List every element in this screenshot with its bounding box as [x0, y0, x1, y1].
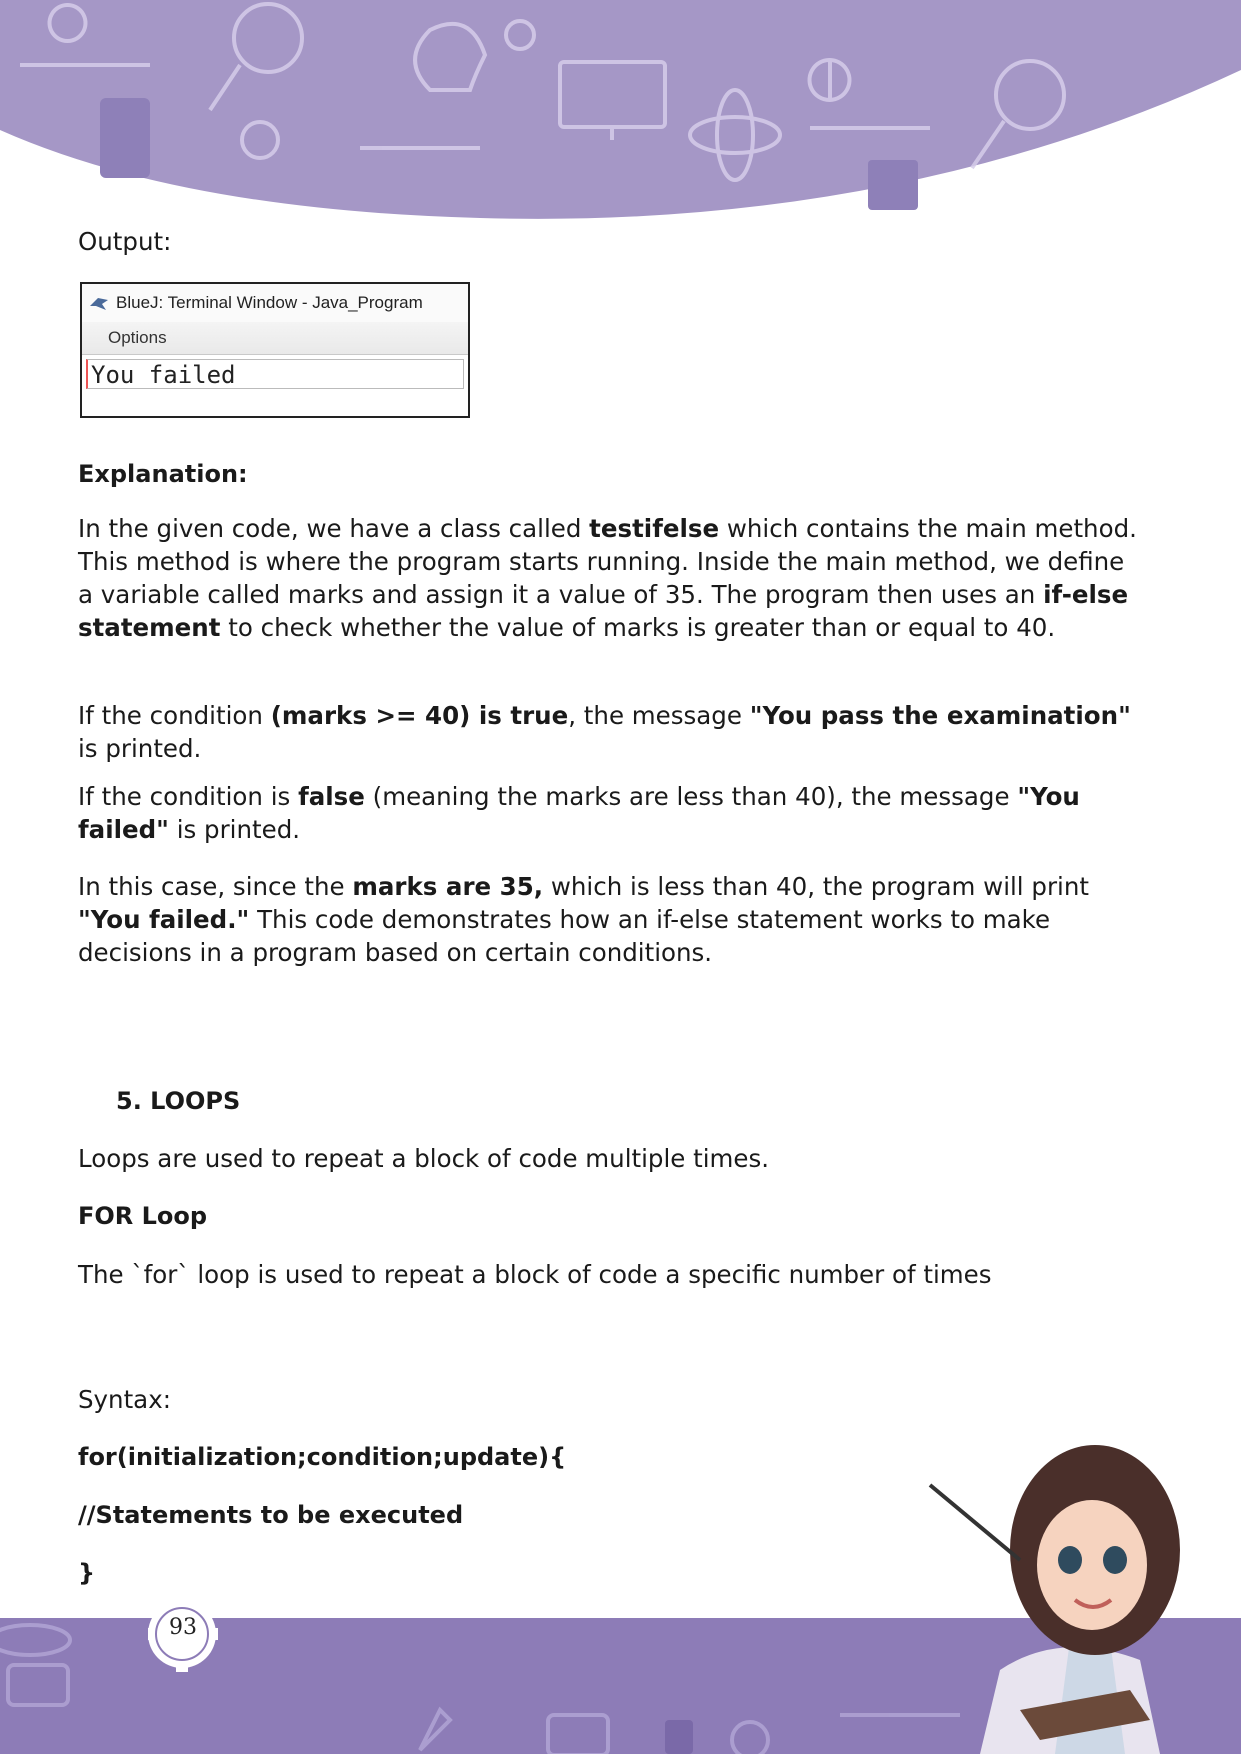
terminal-title-bar [82, 284, 468, 322]
terminal-title: BlueJ: Terminal Window - Java_Program [116, 293, 423, 312]
header-decoration [0, 0, 1241, 225]
loops-intro: Loops are used to repeat a block of code multiple times. [78, 1144, 770, 1173]
phone-icon [100, 98, 150, 178]
output-label: Output: [78, 227, 172, 256]
syntax-line-3: } [78, 1559, 96, 1587]
terminal-menu-bar [82, 322, 468, 355]
for-loop-description: The `for` loop is used to repeat a block of code a specific number of times [78, 1260, 992, 1289]
loops-heading: 5. LOOPS [116, 1087, 241, 1115]
explanation-heading: Explanation: [78, 460, 248, 488]
explanation-paragraph-4: In this case, since the marks are 35, which is less than 40, the program will print "You failed." This code demonstrates how an if-else statement works to make decisions in a program based on certain conditions. [78, 872, 1089, 967]
syntax-line-1: for(initialization;condition;update){ [78, 1443, 567, 1471]
terminal-window [80, 282, 470, 418]
page-number: 93 [169, 1615, 197, 1640]
syntax-label: Syntax: [78, 1385, 171, 1414]
explanation-paragraph-1: In the given code, we have a class called testifelse which contains the main method. This method is where the program starts running. Inside the main method, we define a variable called marks and assign it a value of 35. The program then uses an if-else statement to check whether the value of marks is greater than or equal to 40. [78, 514, 1137, 642]
phone-icon-footer [665, 1720, 693, 1754]
terminal-output: You failed [86, 359, 464, 389]
explanation-paragraph-3: If the condition is false (meaning the marks are less than 40), the message "You failed" is printed. [78, 782, 1080, 844]
for-loop-heading: FOR Loop [78, 1202, 208, 1230]
teacher-character-illustration [920, 1440, 1241, 1754]
bluej-logo-icon [88, 294, 110, 312]
syntax-line-2: //Statements to be executed [78, 1501, 464, 1529]
page-number-badge [148, 1596, 238, 1686]
options-menu[interactable]: Options [108, 328, 167, 347]
explanation-paragraph-2: If the condition (marks >= 40) is true, the message "You pass the examination" is printed. [78, 701, 1131, 763]
window-icon [868, 160, 918, 210]
